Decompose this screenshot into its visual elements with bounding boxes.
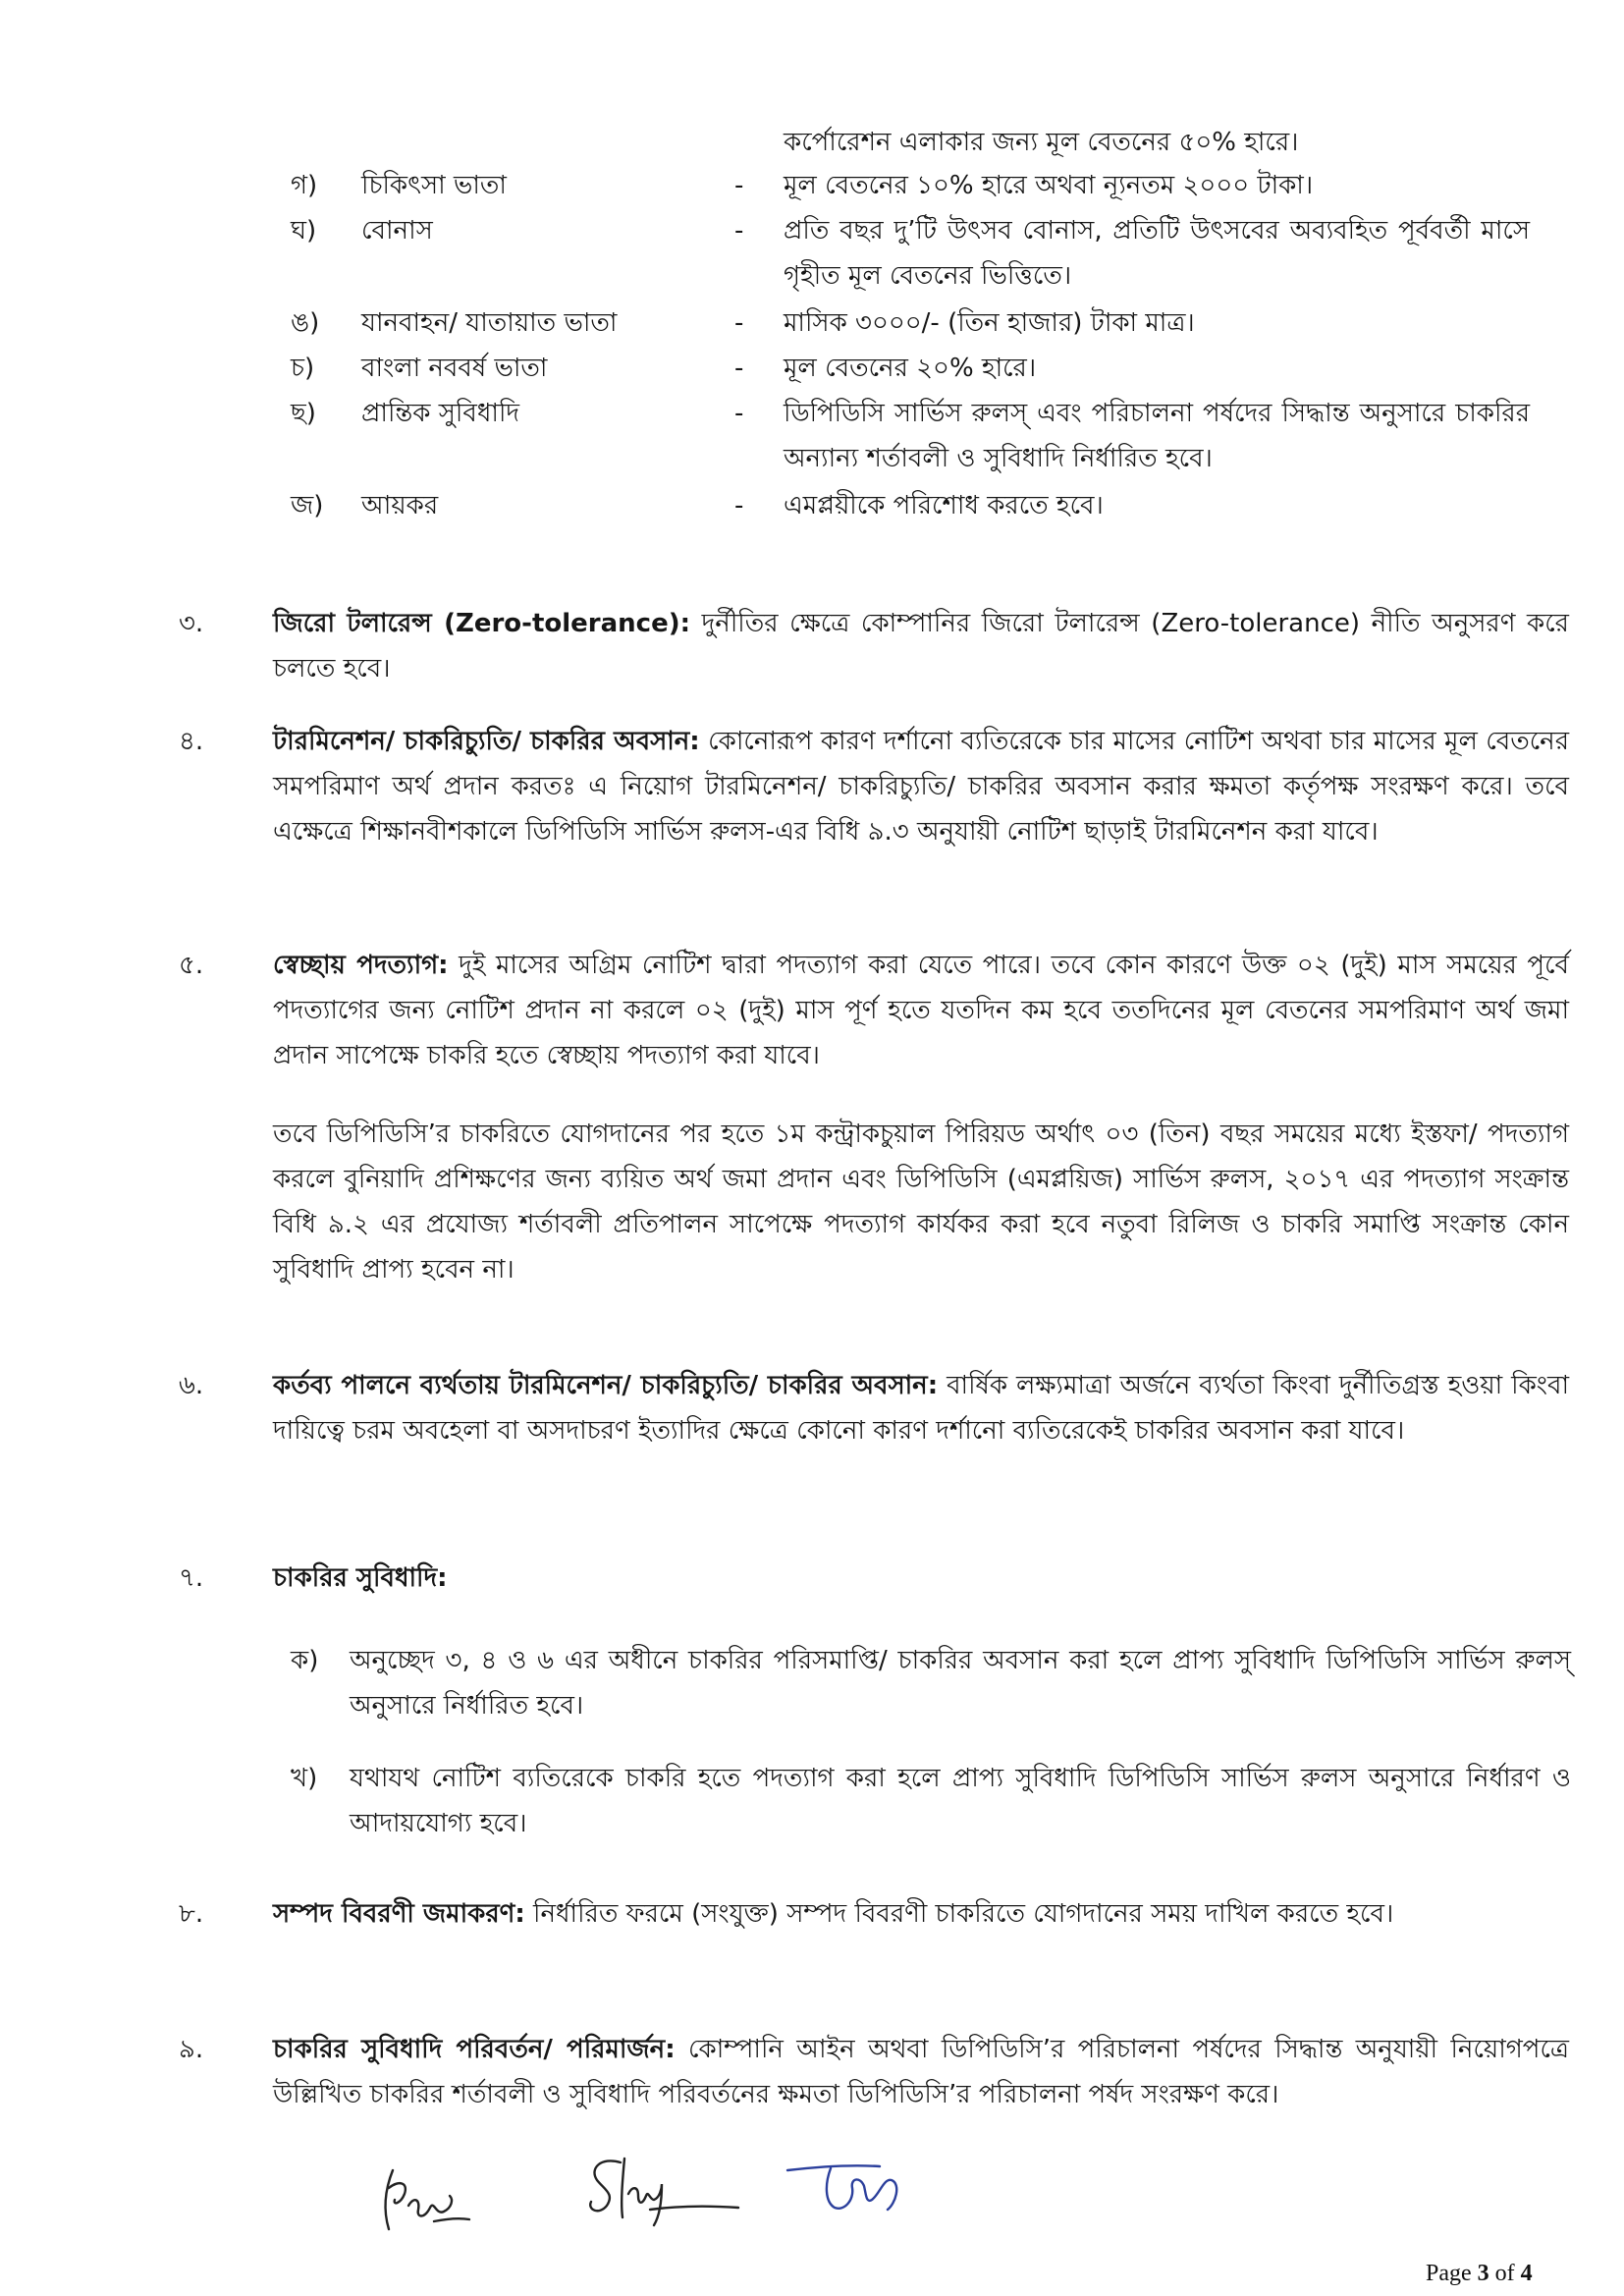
- allowance-label: জ): [291, 491, 324, 520]
- allowance-name: আয়কর: [361, 491, 439, 520]
- allowance-value: মাসিক ৩০০০/- (তিন হাজার) টাকা মাত্র।: [784, 308, 1195, 338]
- section-number: ৯.: [179, 2035, 204, 2064]
- section-heading: সম্পদ বিবরণী জমাকরণ:: [273, 1899, 525, 1929]
- page-number: [1426, 2259, 1533, 2288]
- section-heading: চাকরির সুবিধাদি:: [273, 1563, 448, 1593]
- allowance-dash: -: [734, 354, 744, 383]
- sub-item-label: ক): [291, 1646, 319, 1675]
- allowance-dash: -: [734, 308, 744, 338]
- allowance-dash: -: [734, 216, 744, 246]
- allowance-value: মূল বেতনের ১০% হারে অথবা ন্যূনতম ২০০০ টাকা।: [784, 171, 1314, 200]
- sub-item-text: অনুচ্ছেদ ৩, ৪ ও ৬ এর অধীনে চাকরির পরিসমাপ্তি/ চাকরির অবসান করা হলে প্রাপ্য সুবিধাদি ডিপিডিসি সার্ভিস রুলস্ অনুসারে নির্ধারিত হবে।: [350, 1646, 1571, 1721]
- allowance-name: যানবাহন/ যাতায়াত ভাতা: [361, 308, 618, 338]
- section-body: [273, 601, 1569, 691]
- section-body: [273, 719, 1569, 854]
- allowance-label: ঙ): [291, 308, 320, 338]
- allowance-label: ঘ): [291, 216, 317, 246]
- allowance-value: প্রতি বছর দু’টি উৎসব বোনাস, প্রতিটি উৎসবের অব্যবহিত পূর্ববর্তী মাসে গৃহীত মূল বেতনের ভিত্তিতে।: [784, 216, 1530, 291]
- section-heading: কর্তব্য পালনে ব্যর্থতায় টারমিনেশন/ চাকরিচ্যুতি/ চাকরির অবসান:: [273, 1371, 939, 1400]
- allowance-label: গ): [291, 171, 318, 200]
- section-number: ৮.: [179, 1899, 204, 1929]
- section-body: [273, 2027, 1569, 2117]
- section-extra-text: তবে ডিপিডিসি’র চাকরিতে যোগদানের পর হতে ১ম কন্ট্রাকচুয়াল পিরিয়ড অর্থাৎ ০৩ (তিন) বছর সময়ের মধ্যে ইস্তফা/ পদত্যাগ করলে বুনিয়াদি প্রশিক্ষণের জন্য ব্যয়িত অর্থ জমা প্রদান এবং ডিপিডিসি (এমপ্লয়িজ) সার্ভিস রুলস, ২০১৭ এর পদত্যাগ সংক্রান্ত বিধি ৯.২ এর প্রযোজ্য শর্তাবলী প্রতিপালন সাপেক্ষে পদত্যাগ কার্যকর করা হবে নতুবা রিলিজ ও চাকরি সমাপ্তি সংক্রান্ত কোন সুবিধাদি প্রাপ্য হবেন না।: [273, 1120, 1569, 1285]
- section-number: ৪.: [179, 727, 204, 756]
- signature-initial-1: [375, 2160, 473, 2239]
- section-text: নির্ধারিত ফরমে (সংযুক্ত) সম্পদ বিবরণী চাকরিতে যোগদানের সময় দাখিল করতে হবে।: [533, 1899, 1394, 1929]
- section-heading: চাকরির সুবিধাদি পরিবর্তন/ পরিমার্জন:: [273, 2035, 676, 2064]
- sub-item-text: যথাযথ নোটিশ ব্যতিরেকে চাকরি হতে পদত্যাগ করা হলে প্রাপ্য সুবিধাদি ডিপিডিসি সার্ভিস রুলস অনুসারে নির্ধারণ ও আদায়যোগ্য হবে।: [350, 1764, 1571, 1838]
- section-body: [273, 1891, 1569, 1937]
- allowance-label: চ): [291, 354, 315, 383]
- allowance-continuation: কর্পোরেশন এলাকার জন্য মূল বেতনের ৫০% হারে।: [784, 128, 1299, 157]
- page-total: 4: [1520, 2261, 1533, 2286]
- allowance-name: প্রান্তিক সুবিধাদি: [361, 399, 520, 428]
- allowance-name: চিকিৎসা ভাতা: [361, 171, 507, 200]
- allowance-dash: -: [734, 399, 744, 428]
- page-of: of: [1494, 2261, 1515, 2286]
- section-heading: টারমিনেশন/ চাকরিচ্যুতি/ চাকরির অবসান:: [273, 727, 700, 756]
- section-text: কোনোরূপ কারণ দর্শানো ব্যতিরেকে চার মাসের নোটিশ অথবা চার মাসের মূল বেতনের সমপরিমাণ অর্থ প্রদান করতঃ এ নিয়োগ টারমিনেশন/ চাকরিচ্যুতি/ চাকরির অবসান করার ক্ষমতা কর্তৃপক্ষ সংরক্ষণ করে। তবে এক্ষেত্রে শিক্ষানবীশকালে ডিপিডিসি সার্ভিস রুলস-এর বিধি ৯.৩ অনুযায়ী নোটিশ ছাড়াই টারমিনেশন করা যাবে।: [273, 727, 1569, 847]
- section-number: ৭.: [179, 1563, 204, 1593]
- section-number: ৩.: [179, 609, 204, 638]
- sub-item-label: খ): [291, 1764, 318, 1793]
- section-body: [273, 943, 1569, 1078]
- section-number: ৬.: [179, 1371, 204, 1400]
- section-text: বার্ষিক লক্ষ্যমাত্রা অর্জনে ব্যর্থতা কিংবা দুর্নীতিগ্রস্ত হওয়া কিংবা দায়িত্বে চরম অবহেলা বা অসদাচরণ ইত্যাদির ক্ষেত্রে কোনো কারণ দর্শানো ব্যতিরেকেই চাকরির অবসান করা যাবে।: [273, 1371, 1570, 1446]
- section-body: [273, 1556, 1569, 1601]
- section-text: কোম্পানি আইন অথবা ডিপিডিসি’র পরিচালনা পর্ষদের সিদ্ধান্ত অনুযায়ী নিয়োগপত্রে উল্লিখিত চাকরির শর্তাবলী ও সুবিধাদি পরিবর্তনের ক্ষমতা ডিপিডিসি’র পরিচালনা পর্ষদ সংরক্ষণ করে।: [273, 2035, 1569, 2109]
- section-text: দুর্নীতির ক্ষেত্রে কোম্পানির জিরো টলারেন্স (Zero-tolerance) নীতি অনুসরণ করে চলতে হবে।: [273, 609, 1569, 683]
- signature-initial-3: [782, 2151, 929, 2229]
- signature-initial-2: [581, 2145, 748, 2233]
- section-text: দুই মাসের অগ্রিম নোটিশ দ্বারা পদত্যাগ করা যেতে পারে। তবে কোন কারণে উক্ত ০২ (দুই) মাস সময়ের পূর্বে পদত্যাগের জন্য নোটিশ প্রদান না করলে ০২ (দুই) মাস পূর্ণ হতে যতদিন কম হবে ততদিনের মূল বেতনের সমপরিমাণ অর্থ জমা প্রদান সাপেক্ষে চাকরি হতে স্বেচ্ছায় পদত্যাগ করা যাবে।: [273, 951, 1569, 1070]
- allowance-name: বাংলা নববর্ষ ভাতা: [361, 354, 548, 383]
- section-number: ৫.: [179, 951, 204, 980]
- allowance-value: ডিপিডিসি সার্ভিস রুলস্ এবং পরিচালনা পর্ষদের সিদ্ধান্ত অনুসারে চাকরির অন্যান্য শর্তাবলী ও সুবিধাদি নির্ধারিত হবে।: [784, 399, 1530, 473]
- allowance-value: মূল বেতনের ২০% হারে।: [784, 354, 1037, 383]
- allowance-label: ছ): [291, 399, 316, 428]
- allowance-dash: -: [734, 491, 744, 520]
- allowance-name: বোনাস: [361, 216, 433, 246]
- section-heading: স্বেচ্ছায় পদত্যাগ:: [273, 951, 449, 980]
- page-prefix: Page: [1426, 2261, 1472, 2286]
- allowance-dash: -: [734, 171, 744, 200]
- section-body: [273, 1363, 1569, 1453]
- page-current: 3: [1477, 2261, 1489, 2286]
- section-heading: জিরো টলারেন্স (Zero-tolerance):: [273, 609, 690, 638]
- allowance-value: এমপ্লয়ীকে পরিশোধ করতে হবে।: [784, 491, 1104, 520]
